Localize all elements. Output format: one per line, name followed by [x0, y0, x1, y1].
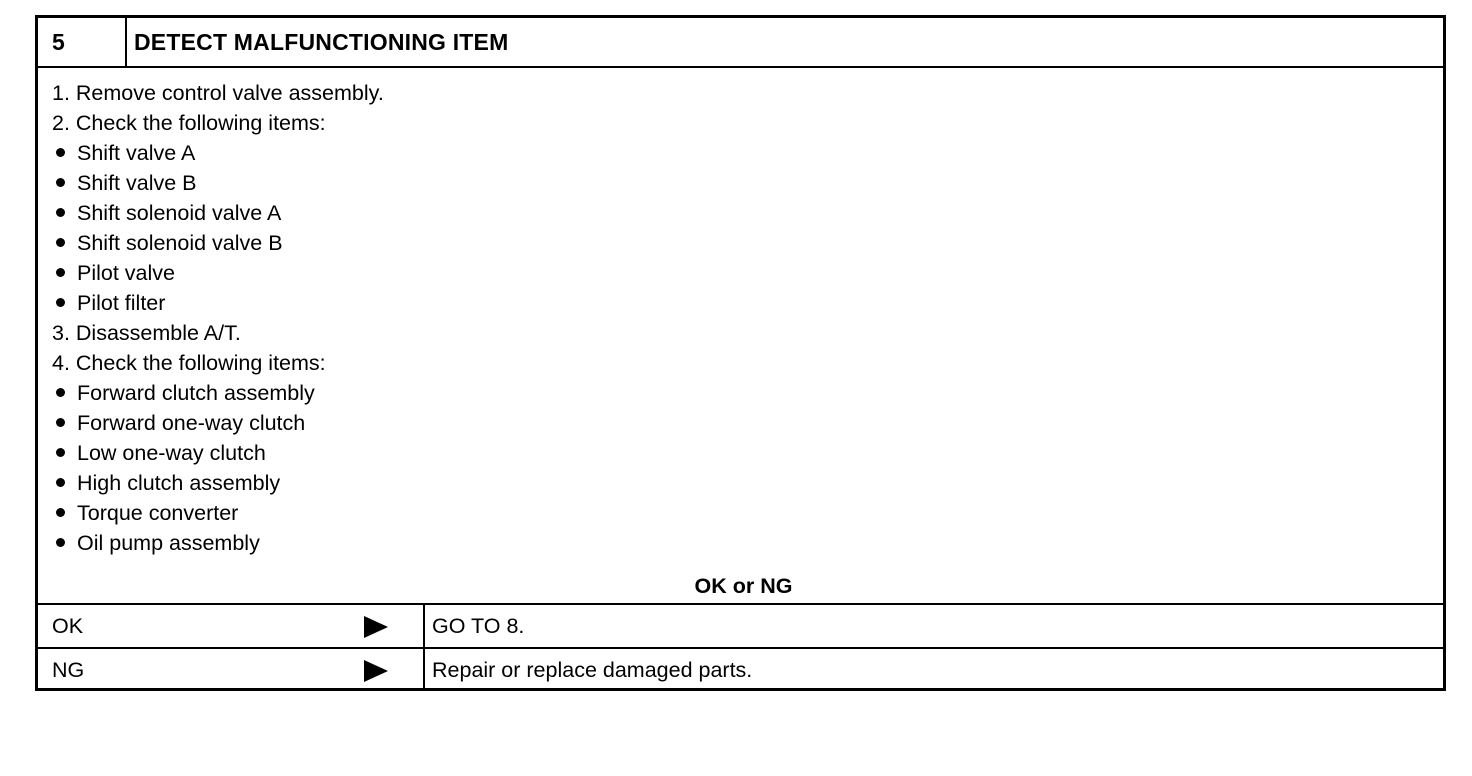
- check-item: Oil pump assembly: [52, 528, 260, 558]
- procedure-table: [35, 15, 1446, 691]
- result-action: Repair or replace damaged parts.: [432, 658, 753, 682]
- bullet-icon: [56, 508, 65, 517]
- check-item: Shift valve B: [52, 168, 197, 198]
- step-title: DETECT MALFUNCTIONING ITEM: [134, 29, 509, 55]
- check-item: Low one-way clutch: [52, 438, 266, 468]
- check-item: Forward clutch assembly: [52, 378, 315, 408]
- arrow-right-icon: [364, 616, 388, 638]
- result-row-ok: [38, 603, 1443, 647]
- bullet-icon: [56, 388, 65, 397]
- check-item: Shift solenoid valve A: [52, 198, 281, 228]
- bullet-icon: [56, 238, 65, 247]
- instruction-step: 4. Check the following items:: [52, 351, 326, 375]
- instruction-step: 1. Remove control valve assembly.: [52, 81, 384, 105]
- column-divider: [423, 605, 425, 647]
- column-divider: [423, 649, 425, 691]
- check-item: Forward one-way clutch: [52, 408, 305, 438]
- check-item: Shift valve A: [52, 138, 195, 168]
- bullet-icon: [56, 298, 65, 307]
- result-action: GO TO 8.: [432, 614, 525, 638]
- bullet-icon: [56, 478, 65, 487]
- result-key: OK: [52, 614, 84, 638]
- check-item: Pilot valve: [52, 258, 175, 288]
- arrow-right-icon: [364, 660, 388, 682]
- bullet-icon: [56, 178, 65, 187]
- bullet-icon: [56, 268, 65, 277]
- check-item: High clutch assembly: [52, 468, 280, 498]
- step-header: [38, 18, 1443, 68]
- bullet-icon: [56, 418, 65, 427]
- check-item: Shift solenoid valve B: [52, 228, 283, 258]
- step-number: 5: [38, 18, 127, 66]
- result-row-ng: [38, 647, 1443, 691]
- bullet-icon: [56, 538, 65, 547]
- check-item: Pilot filter: [52, 288, 165, 318]
- bullet-icon: [56, 148, 65, 157]
- check-item: Torque converter: [52, 498, 238, 528]
- decision-label: OK or NG: [694, 574, 793, 598]
- bullet-icon: [56, 208, 65, 217]
- instruction-step: 2. Check the following items:: [52, 111, 326, 135]
- result-key: NG: [52, 658, 85, 682]
- instruction-step: 3. Disassemble A/T.: [52, 321, 241, 345]
- bullet-icon: [56, 448, 65, 457]
